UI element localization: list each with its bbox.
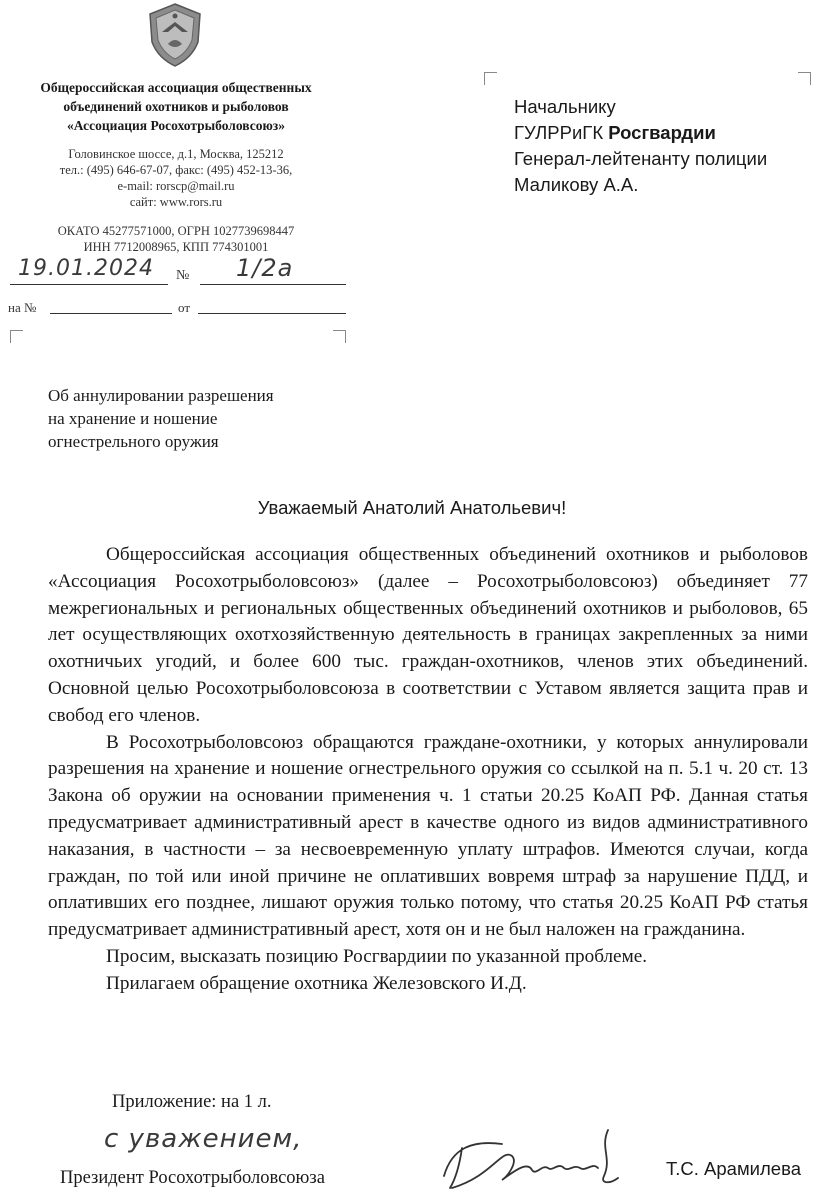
org-name-line: «Ассоциация Росохотрыболовсоюз»	[67, 118, 285, 133]
body-paragraph: Просим, высказать позицию Росгвардиии по указанной проблеме.	[106, 945, 648, 967]
letter-subject	[48, 384, 274, 453]
org-name-line: Общероссийская ассоциация общественных	[40, 80, 312, 95]
addressee-agency: Росгвардии	[608, 122, 716, 143]
ref-from-label: от	[178, 300, 191, 315]
contact-line: тел.: (495) 646-67-07, факс: (495) 452-13-36,	[59, 163, 293, 177]
handwritten-date: 19.01.2024	[18, 256, 154, 281]
body-paragraph: Общероссийская ассоциация общественных объединений охотников и рыболовов «Ассоциация Росохотрыболовсоюз» (далее – Росохотрыболовсоюз) объединяет 77 межрегиональных и региональных общественных объединений охотников и рыболовов, 65 лет осуществляющих охотхозяйственную деятельность в границах закрепленных за ними охотничьих угодий, и более 600 тыс. граждан-охотников, членов этих объединений. Основной целью Росохотрыболовсоюза в соответствии с Уставом является защита прав и свобод его членов.	[48, 544, 808, 726]
letter-body	[48, 542, 808, 998]
addressee-line	[514, 120, 767, 146]
corner-mark	[484, 72, 497, 85]
attachment-note: Приложение: на 1 л.	[112, 1092, 272, 1112]
organization-codes	[8, 223, 344, 255]
greeting: Уважаемый Анатолий Анатольевич!	[257, 497, 567, 518]
handwritten-number: 1/2а	[236, 254, 294, 282]
contact-line: сайт: www.rors.ru	[129, 195, 223, 209]
ref-number-line	[50, 313, 172, 314]
corner-mark	[798, 72, 811, 85]
ref-from-line	[198, 313, 346, 314]
addressee-line: Генерал-лейтенанту полиции	[514, 148, 768, 169]
codes-line: ИНН 7712008965, КПП 774301001	[83, 240, 269, 254]
signatory-name: Т.С. Арамилева	[666, 1158, 801, 1179]
hunting-association-emblem-icon	[146, 2, 204, 68]
subject-line: на хранение и ношение	[48, 409, 218, 428]
codes-line: ОКАТО 45277571000, ОГРН 1027739698447	[57, 224, 295, 238]
handwritten-closing: с уважением,	[104, 1124, 303, 1154]
body-paragraph: Прилагаем обращение охотника Железовского И.Д.	[106, 972, 527, 994]
addressee-line: Начальнику	[514, 96, 616, 117]
subject-line: Об аннулировании разрешения	[48, 386, 274, 405]
number-label: №	[176, 268, 190, 283]
organization-name	[8, 78, 344, 135]
handwritten-signature-icon	[432, 1118, 652, 1198]
subject-line: огнестрельного оружия	[48, 432, 219, 451]
number-line	[200, 284, 346, 285]
org-name-line: объединений охотников и рыболовов	[63, 99, 289, 114]
ref-number-label: на №	[8, 300, 37, 315]
contact-line: Головинское шоссе, д.1, Москва, 125212	[68, 147, 284, 161]
addressee-block	[514, 94, 767, 198]
contact-line: e-mail: rorscp@mail.ru	[117, 179, 235, 193]
corner-mark	[333, 330, 346, 343]
organization-contacts	[8, 146, 344, 210]
addressee-department: ГУЛРРиГК	[514, 122, 609, 143]
addressee-line: Маликову А.А.	[514, 174, 639, 195]
corner-mark	[10, 330, 23, 343]
signatory-title: Президент Росохотрыболовсоюза	[60, 1168, 325, 1188]
body-paragraph: В Росохотрыболовсоюз обращаются граждане-охотники, у которых аннулировали разрешения на хранение и ношение огнестрельного оружия со ссылкой на п. 5.1 ч. 20 ст. 13 Закона об оружии на основании применения ч. 1 статьи 20.25 КоАП РФ. Данная статья предусматривает административный арест в качестве одного из видов административного наказания, в частности – за несвоевременную уплату штрафов. Имеются случаи, когда граждан, по той или иной причине не оплативших вовремя штраф за нарушение ПДД, и оплативших его позднее, лишают оружия только потому, что статья 20.25 КоАП РФ статья предусматривает административный арест, хотя он и не был наложен на гражданина.	[48, 731, 808, 941]
date-line	[10, 284, 168, 285]
